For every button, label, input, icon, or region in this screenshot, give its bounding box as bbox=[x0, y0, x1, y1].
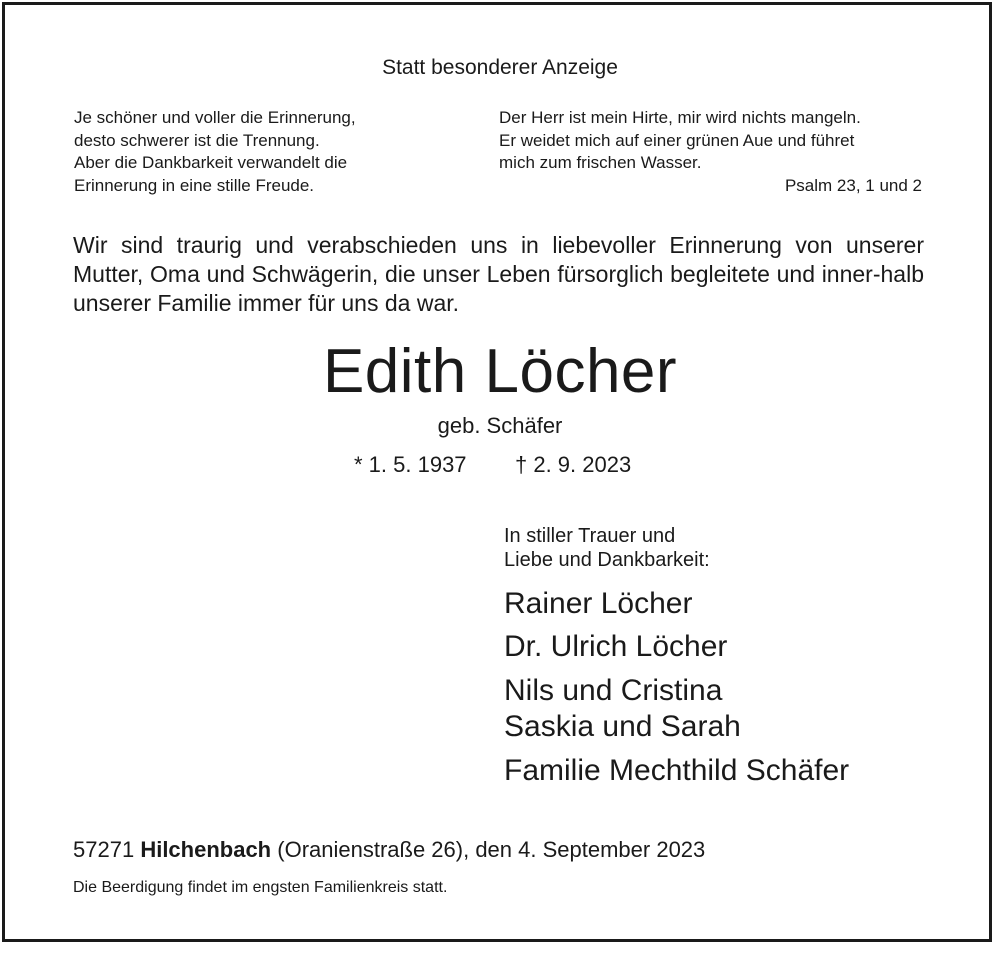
quote-left-line: desto schwerer ist die Trennung. bbox=[74, 130, 320, 150]
quote-left bbox=[74, 107, 356, 197]
quote-left-line: Je schöner und voller die Erinnerung, bbox=[74, 108, 356, 127]
quote-left-line: Aber die Dankbarkeit verwandelt die bbox=[74, 153, 348, 172]
quote-right bbox=[499, 107, 861, 175]
deceased-name: Edith Löcher bbox=[322, 337, 678, 406]
city-name: Hilchenbach bbox=[140, 837, 272, 862]
quote-source: Psalm 23, 1 und 2 bbox=[784, 176, 922, 195]
funeral-note: Die Beerdigung findet im engsten Familienkreis statt. bbox=[73, 879, 448, 896]
notice-header: Statt besonderer Anzeige bbox=[382, 56, 618, 79]
family-member: Nils und Cristina bbox=[504, 674, 723, 707]
family-member: Familie Mechthild Schäfer bbox=[504, 754, 850, 787]
mourning-line: Liebe und Dankbarkeit: bbox=[504, 549, 710, 571]
family-member-group bbox=[504, 673, 741, 745]
death-date: † 2. 9. 2023 bbox=[515, 452, 632, 477]
family-member: Dr. Ulrich Löcher bbox=[504, 630, 728, 663]
mourning-text bbox=[504, 524, 710, 572]
address-date: (Oranienstraße 26), den 4. September 2023 bbox=[277, 837, 706, 862]
family-member: Rainer Löcher bbox=[504, 587, 693, 620]
intro-text: Wir sind traurig und verabschieden uns in liebevoller Erinnerung von unserer Mutter, Oma und Schwägerin, die unser Leben fürsorglich begleitete und inner-halb unserer Familie immer für uns da war. bbox=[73, 232, 924, 316]
family-member: Saskia und Sarah bbox=[504, 710, 741, 743]
birth-date: * 1. 5. 1937 bbox=[354, 452, 467, 477]
quote-left-line: Erinnerung in eine stille Freude. bbox=[74, 175, 315, 195]
mourning-line: In stiller Trauer und bbox=[504, 525, 676, 547]
place-date-line bbox=[73, 837, 705, 863]
quote-right-line: Der Herr ist mein Hirte, mir wird nichts mangeln. bbox=[499, 108, 861, 127]
quote-right-line: mich zum frischen Wasser. bbox=[499, 153, 702, 172]
zip-code: 57271 bbox=[73, 837, 135, 862]
maiden-name: geb. Schäfer bbox=[437, 413, 563, 438]
quote-right-line: Er weidet mich auf einer grünen Aue und führet bbox=[499, 130, 855, 150]
